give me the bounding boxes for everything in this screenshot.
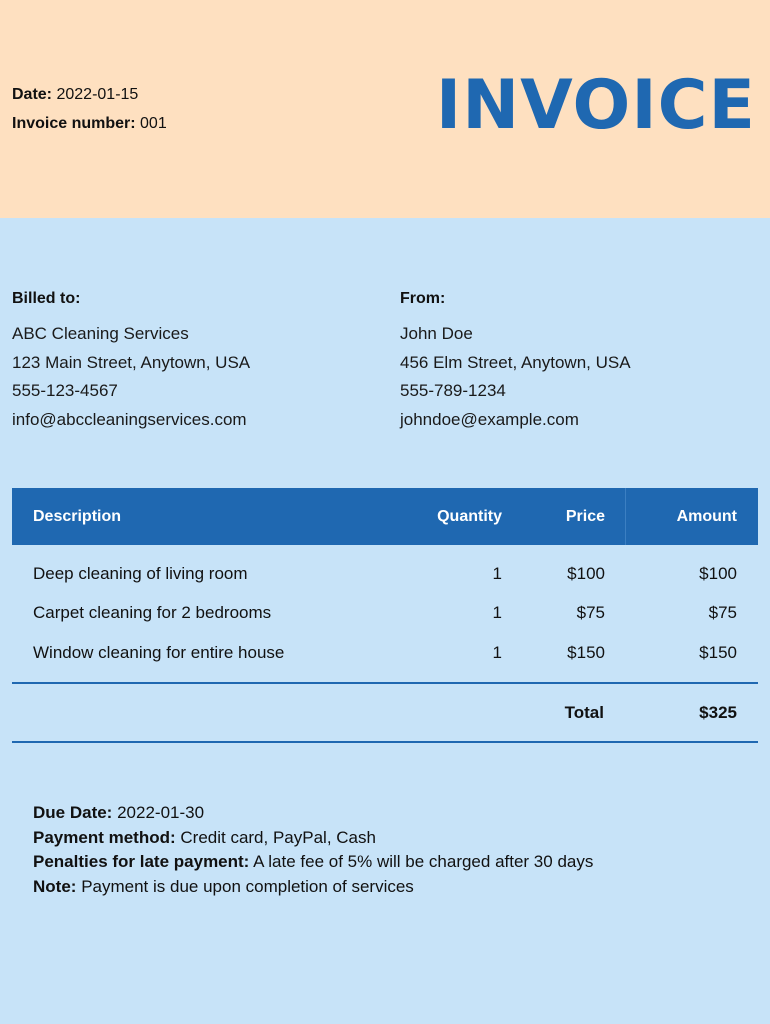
table-divider-top	[12, 682, 758, 684]
column-header-amount: Amount	[676, 508, 737, 525]
invoice-date-value: 2022-01-15	[56, 86, 139, 103]
table-row	[12, 641, 758, 665]
billed-to-email: info@abccleaningservices.com	[12, 409, 247, 429]
from-email: johndoe@example.com	[400, 409, 579, 429]
row-amount: $75	[708, 603, 737, 622]
table-header-row	[12, 488, 758, 545]
payment-notes	[33, 801, 593, 899]
row-price: $150	[567, 643, 605, 662]
note-line	[33, 875, 593, 900]
row-description: Window cleaning for entire house	[33, 643, 285, 662]
billed-to-phone: 555-123-4567	[12, 381, 118, 400]
invoice-number-value: 001	[140, 115, 167, 132]
row-description: Carpet cleaning for 2 bedrooms	[33, 603, 272, 622]
billed-to-block	[12, 289, 250, 434]
from-block	[400, 289, 631, 434]
invoice-number	[12, 114, 167, 134]
billed-to-name: ABC Cleaning Services	[12, 324, 189, 343]
late-penalty-label: Penalties for late payment:	[33, 852, 250, 871]
row-amount: $150	[699, 643, 737, 662]
payment-method-label: Payment method:	[33, 827, 176, 847]
row-price: $75	[576, 603, 605, 622]
column-header-description: Description	[33, 508, 122, 525]
late-penalty-value: A late fee of 5% will be charged after 30 days	[253, 852, 594, 871]
due-date-value: 2022-01-30	[117, 803, 205, 822]
payment-method-value: Credit card, PayPal, Cash	[180, 827, 376, 847]
row-quantity: 1	[492, 643, 502, 662]
billed-to-heading: Billed to:	[12, 290, 81, 307]
table-row	[12, 601, 758, 625]
row-quantity: 1	[492, 564, 502, 583]
billed-to-address: 123 Main Street, Anytown, USA	[12, 352, 251, 372]
column-header-price: Price	[565, 508, 605, 525]
total-value: $325	[699, 703, 737, 722]
row-quantity: 1	[492, 603, 502, 622]
from-address: 456 Elm Street, Anytown, USA	[400, 352, 631, 372]
row-amount: $100	[699, 564, 737, 583]
late-penalty-line	[33, 850, 593, 875]
invoice-header	[0, 0, 770, 218]
invoice-number-label: Invoice number:	[12, 115, 136, 132]
column-divider	[625, 488, 626, 545]
invoice-date	[12, 85, 138, 105]
row-description: Deep cleaning of living room	[33, 564, 248, 583]
row-price: $100	[567, 564, 605, 583]
total-label: Total	[564, 703, 604, 722]
note-value: Payment is due upon completion of services	[81, 876, 414, 896]
invoice-date-label: Date:	[12, 86, 53, 103]
from-heading: From:	[400, 290, 446, 307]
table-divider-bottom	[12, 741, 758, 743]
invoice-title: INVOICE	[435, 66, 756, 145]
note-label: Note:	[33, 876, 77, 896]
from-name: John Doe	[400, 324, 473, 343]
from-phone: 555-789-1234	[400, 381, 506, 400]
column-header-quantity: Quantity	[437, 508, 502, 525]
table-row	[12, 562, 758, 586]
due-date-line	[33, 801, 593, 826]
payment-method-line	[33, 826, 593, 851]
due-date-label: Due Date:	[33, 803, 113, 822]
